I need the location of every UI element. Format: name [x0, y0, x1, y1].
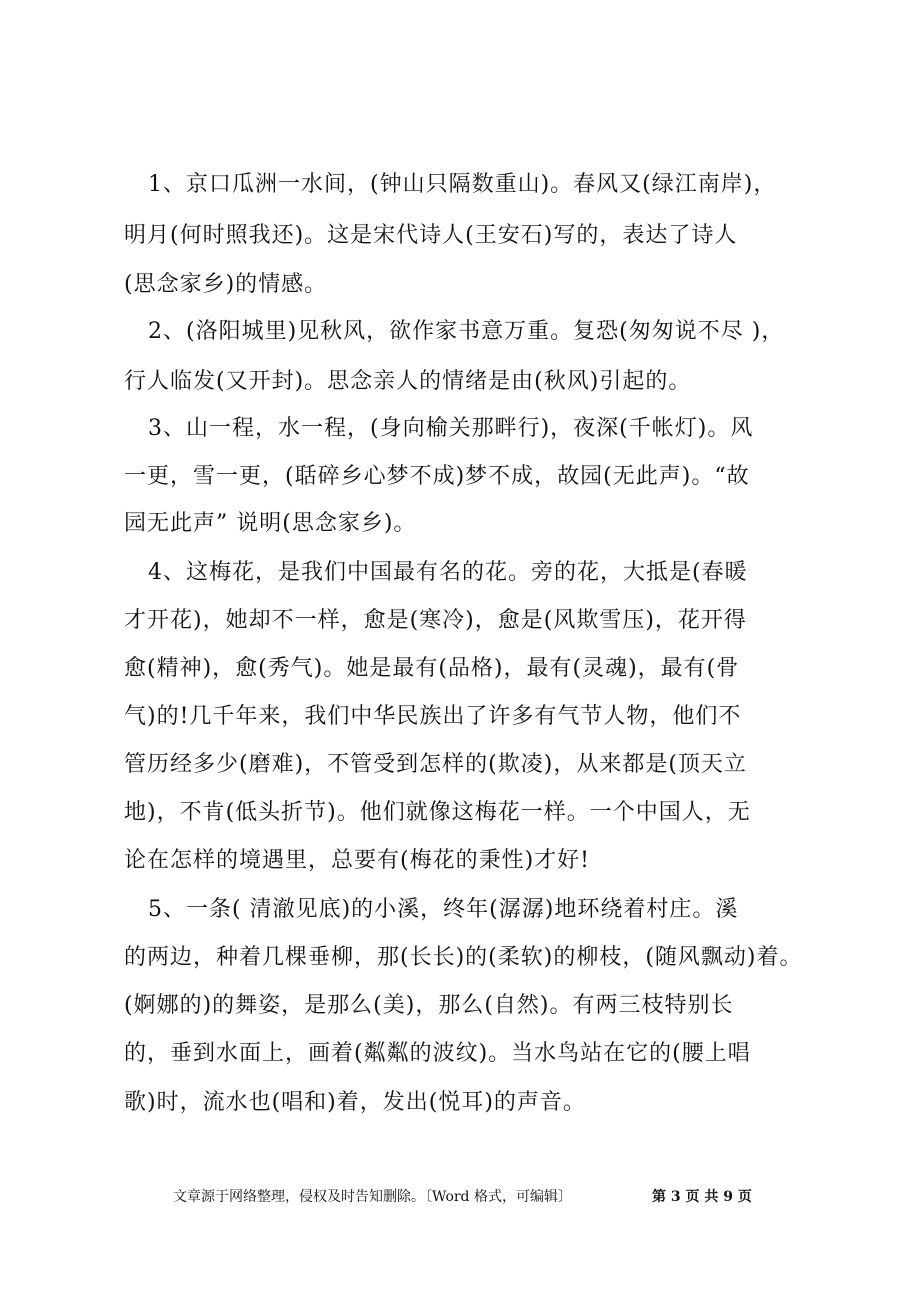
- text-line: 气)的!几千年来，我们中华民族出了许多有气节人物，他们不: [124, 704, 742, 729]
- text-line: 的两边，种着几棵垂柳，那(长长)的(柔软)的柳枝，(随风飘动)着。: [124, 945, 803, 970]
- text-line: 3、山一程，水一程，(身向榆关那畔行)，夜深(千帐灯)。风: [148, 416, 754, 441]
- text-line: 一更，雪一更，(聒碎乡心梦不成)梦不成，故园(无此声)。“故: [124, 464, 750, 489]
- text-line: (婀娜的)的舞姿，是那么(美)，那么(自然)。有两三枝特别长: [124, 993, 734, 1018]
- text-line: 行人临发(又开封)。思念亲人的情绪是由(秋风)引起的。: [124, 369, 692, 394]
- footer-note: 文章源于网络整理，侵权及时告知删除。〔Word 格式，可编辑〕: [173, 1189, 572, 1205]
- text-line: 地)，不肯(低头折节)。他们就像这梅花一样。一个中国人，无: [124, 800, 751, 825]
- text-line: 的，垂到水面上，画着(粼粼的波纹)。当水鸟站在它的(腰上唱: [124, 1041, 751, 1066]
- text-line: 才开花)，她却不一样，愈是(寒冷)，愈是(风欺雪压)，花开得: [124, 608, 747, 633]
- text-line: (思念家乡)的情感。: [124, 272, 328, 297]
- text-line: 5、一条( 清澈见底)的小溪，终年(潺潺)地环绕着村庄。溪: [148, 897, 739, 922]
- text-line: 论在怎样的境遇里，总要有(梅花的秉性)才好!: [124, 848, 591, 873]
- text-line: 歌)时，流水也(唱和)着，发出(悦耳)的声音。: [124, 1090, 586, 1115]
- text-line: 明月(何时照我还)。这是宋代诗人(王安石)写的，表达了诗人: [124, 223, 738, 248]
- text-line: 园无此声” 说明(思念家乡)。: [124, 511, 417, 536]
- page-number: 第 3 页 共 9 页: [652, 1189, 752, 1205]
- text-line: 2、(洛阳城里)见秋风，欲作家书意万重。复恐(匆匆说不尽 )，: [148, 319, 785, 344]
- text-line: 管历经多少(磨难)，不管受到怎样的(欺凌)，从来都是(顶天立: [124, 752, 747, 777]
- text-line: 1、京口瓜洲一水间，(钟山只隔数重山)。春风又(绿江南岸)，: [148, 172, 777, 197]
- text-line: 4、这梅花，是我们中国最有名的花。旁的花，大抵是(春暖: [148, 560, 748, 585]
- text-line: 愈(精神)，愈(秀气)。她是最有(品格)，最有(灵魂)，最有(骨: [124, 656, 740, 681]
